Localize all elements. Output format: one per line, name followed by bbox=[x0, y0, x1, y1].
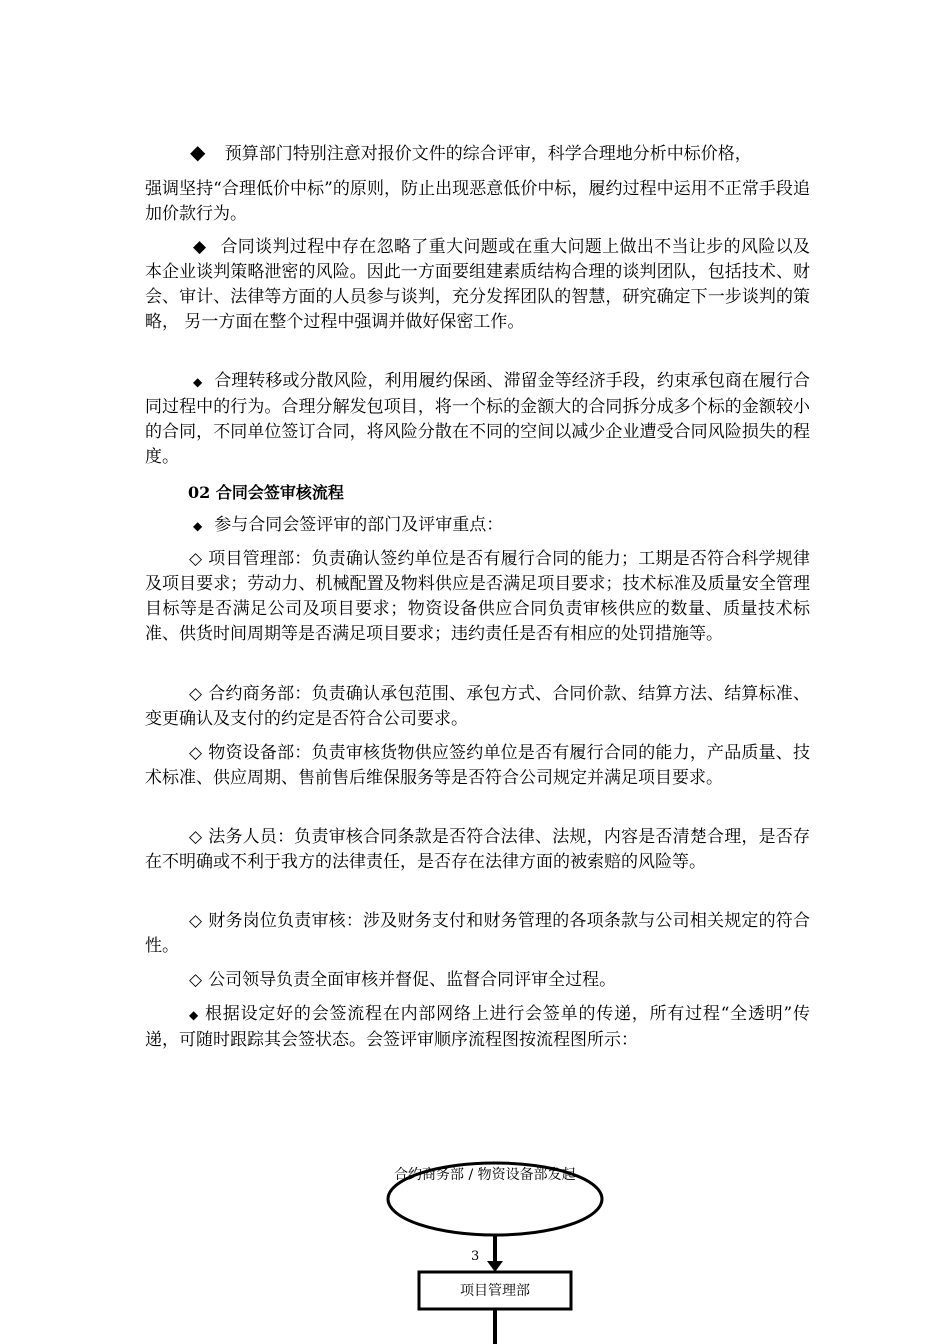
paragraph-text: 合同谈判过程中存在忽略了重大问题或在重大问题上做出不当让步的风险以及本企业谈判策略泄密的风险。因此一方面要组建素质结构合理的谈判团队，包括技术、财会、审计、法律等方面的人员参与谈判，充分发挥团队的智慧，研究确定下一步谈判的策略， 另一方面在整个过程中强调并做好保密工作。 bbox=[145, 237, 811, 332]
paragraph-text: 参与合同会签评审的部门及评审重点： bbox=[214, 515, 504, 535]
hollow-diamond-bullet: ◇ bbox=[189, 827, 203, 847]
review-item-text: 项目管理部：负责确认签约单位是否有履行合同的能力；工期是否符合科学规律及项目要求；劳动力、机械配置及物料供应是否满足项目要求；技术标准及质量安全管理目标等是否满足公司及项目要求；物资设备供应合同负责审核供应的数量、质量技术标准、供货时间周期等是否满足项目要求；违约责任是否有相应的处罚措施等。 bbox=[145, 549, 811, 644]
hollow-diamond-bullet: ◇ bbox=[189, 911, 203, 931]
paragraph-price-review bbox=[145, 140, 810, 227]
arrow-head-icon bbox=[487, 1261, 503, 1272]
review-item bbox=[145, 825, 810, 875]
start-node-label: 合约商务部 / 物资设备部发起 bbox=[394, 1167, 576, 1183]
paragraph-signoff-process bbox=[145, 1002, 810, 1053]
review-item bbox=[145, 968, 810, 993]
review-item-text: 合约商务部：负责确认承包范围、承包方式、合同价款、结算方法、结算标准、变更确认及支付的约定是否符合公司要求。 bbox=[145, 684, 811, 729]
review-item-text: 法务人员：负责审核合同条款是否符合法律、法规，内容是否清楚合理，是否存在不明确或不利于我方的法律责任，是否存在法律方面的被索赔的风险等。 bbox=[145, 827, 811, 872]
hollow-diamond-bullet: ◇ bbox=[189, 970, 203, 990]
hollow-diamond-bullet: ◇ bbox=[189, 684, 203, 704]
paragraph-text-rest: 强调坚持“合理低价中标”的原则，防止出现恶意低价中标，履约过程中运用不正常手段追加价款行为。 bbox=[145, 179, 810, 224]
paragraph-text-line1: 预算部门特别注意对报价文件的综合评审，科学合理地分析中标价格， bbox=[224, 144, 752, 164]
review-item bbox=[145, 547, 810, 647]
paragraph-negotiation-risk bbox=[145, 235, 810, 335]
paragraph-text: 根据设定好的会签流程在内部网络上进行会签单的传递，所有过程“全透明”传递，可随时跟踪其会签状态。会签评审顺序流程图按流程图所示： bbox=[145, 1004, 810, 1050]
review-item-text: 公司领导负责全面审核并督促、监督合同评审全过程。 bbox=[208, 970, 617, 990]
paragraph-review-intro bbox=[145, 513, 810, 539]
hollow-diamond-bullet: ◇ bbox=[189, 549, 203, 569]
bullet-diamond: ◆ bbox=[189, 1008, 200, 1022]
bullet-diamond: ◆ bbox=[193, 375, 203, 389]
section-heading: 02 合同会签审核流程 bbox=[188, 483, 344, 502]
paragraph-text: 合理转移或分散风险，利用履约保函、滞留金等经济手段，约束承包商在履行合同过程中的行为。合理分解发包项目，将一个标的金额大的合同拆分成多个标的金额较小的合同，不同单位签订合同，将风险分散在不同的空间以减少企业遭受合同风险损失的程度。 bbox=[145, 371, 811, 467]
review-item bbox=[145, 741, 810, 791]
review-item bbox=[145, 682, 810, 732]
review-item-text: 物资设备部：负责审核货物供应签约单位是否有履行合同的能力，产品质量、技术标准、供应周期、售前售后维保服务等是否符合公司规定并满足项目要求。 bbox=[145, 743, 811, 788]
hollow-diamond-bullet: ◇ bbox=[189, 743, 203, 763]
review-item-text: 财务岗位负责审核：涉及财务支付和财务管理的各项条款与公司相关规定的符合性。 bbox=[145, 911, 811, 956]
bullet-diamond: ◆ bbox=[193, 519, 203, 533]
bullet-diamond: ◆ bbox=[190, 140, 206, 164]
paragraph-risk-transfer bbox=[145, 369, 810, 470]
review-item bbox=[145, 909, 810, 959]
process-box-label: 项目管理部 bbox=[460, 1283, 530, 1299]
page-number: 3 bbox=[471, 1249, 480, 1264]
bullet-diamond: ◆ bbox=[193, 237, 207, 257]
